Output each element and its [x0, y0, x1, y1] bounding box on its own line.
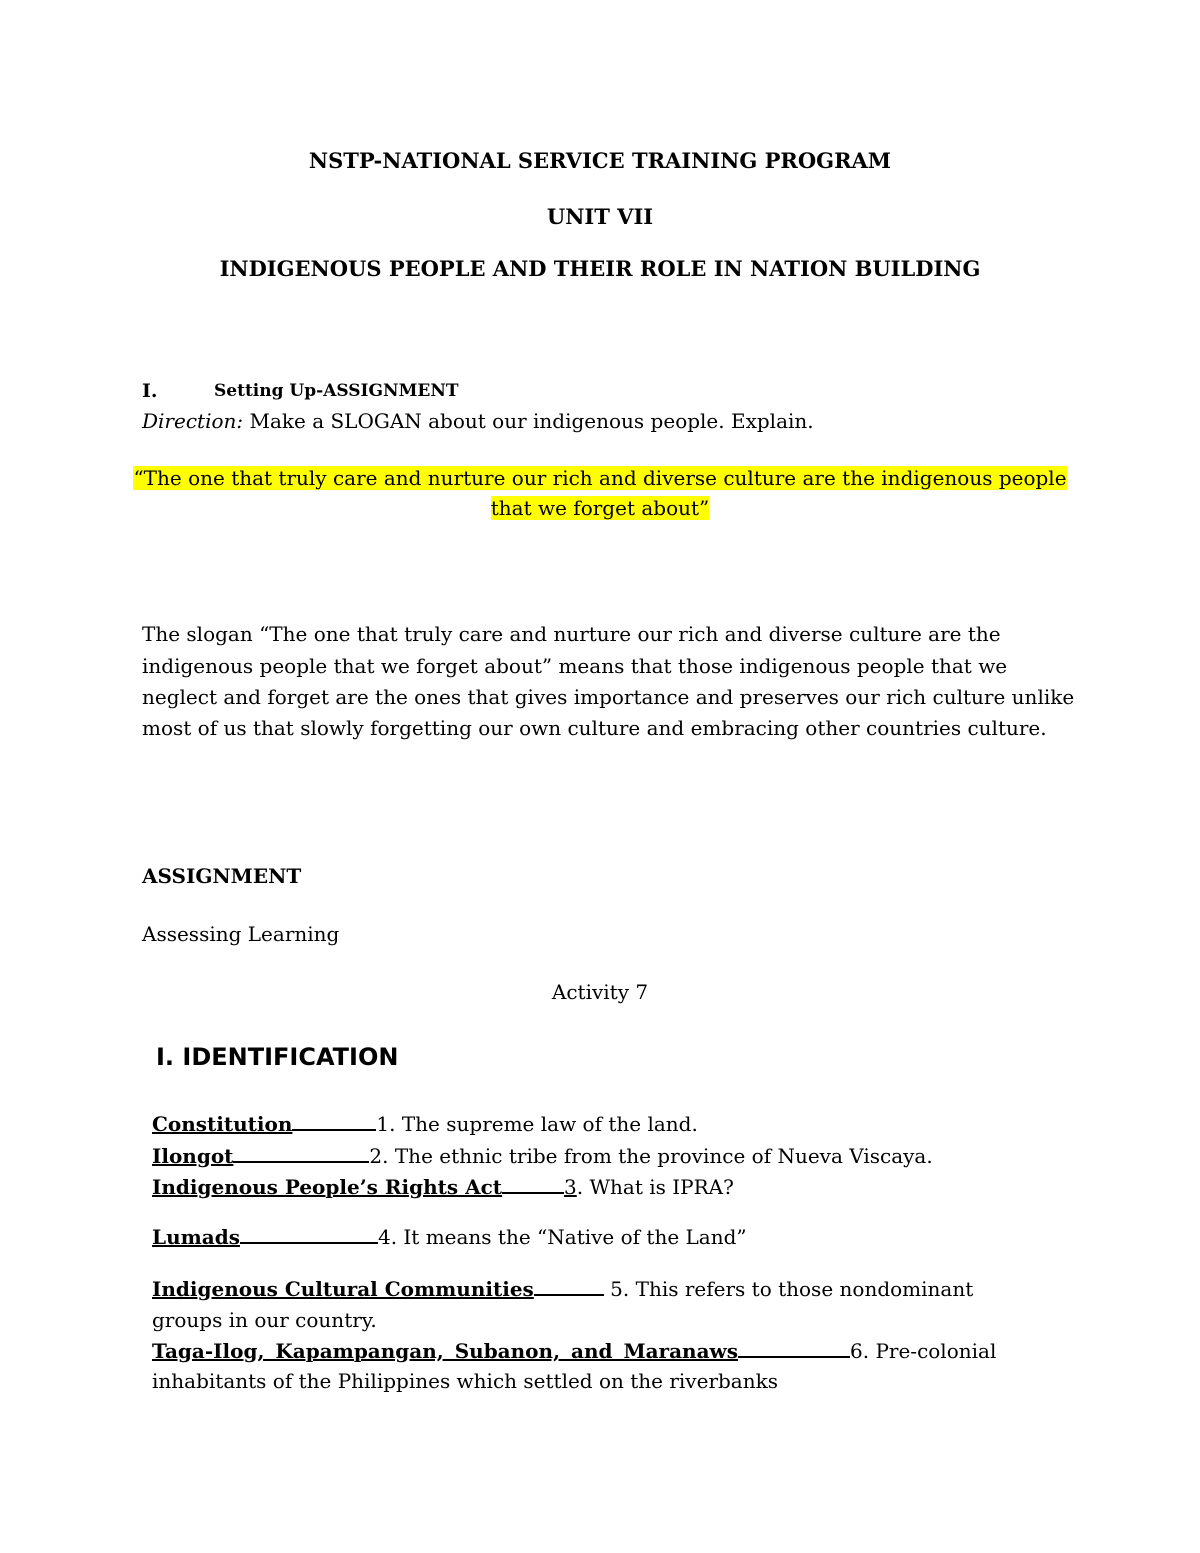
answer: Indigenous Cultural Communities: [152, 1277, 534, 1301]
question-number: 3: [564, 1175, 577, 1199]
answer-blank-line: [233, 1160, 369, 1163]
slogan-line-2: [0, 496, 1200, 520]
topic-title: INDIGENOUS PEOPLE AND THEIR ROLE IN NATION BUILDING: [219, 256, 981, 281]
direction: [142, 409, 814, 433]
identification-item-3: [152, 1175, 734, 1199]
answer-blank-line: [534, 1293, 604, 1296]
assignment-title: ASSIGNMENT: [142, 864, 302, 888]
section-label: Setting Up-ASSIGNMENT: [214, 381, 459, 401]
identification-item-5: [152, 1277, 973, 1301]
question: 5. This refers to those nondominant: [603, 1277, 974, 1301]
identification-heading: I. IDENTIFICATION: [156, 1043, 399, 1071]
answer-blank-line: [738, 1355, 850, 1358]
section-numeral: I.: [142, 380, 158, 402]
identification-item-4: [152, 1225, 747, 1249]
slogan-line-2-text: that we forget about”: [490, 496, 710, 520]
question: 4. It means the “Native of the Land”: [377, 1225, 747, 1249]
identification-item-6-continuation: inhabitants of the Philippines which settled on the riverbanks: [152, 1369, 778, 1393]
identification-item-1: [152, 1112, 698, 1136]
explanation-line-4: most of us that slowly forgetting our own culture and embracing other countries culture.: [142, 716, 1047, 740]
explanation-line-3: neglect and forget are the ones that gives importance and preserves our rich culture unlike: [142, 685, 1075, 709]
direction-label: Direction:: [142, 409, 244, 433]
question: 1. The supreme law of the land.: [376, 1112, 698, 1136]
answer-blank-line: [240, 1241, 378, 1244]
activity-title: Activity 7: [551, 980, 649, 1004]
identification-item-6: [152, 1339, 996, 1363]
direction-text: Make a SLOGAN about our indigenous people. Explain.: [243, 409, 814, 433]
assignment-subtitle: Assessing Learning: [142, 922, 340, 946]
slogan-line-1: [0, 466, 1200, 490]
answer-blank-line: [292, 1128, 376, 1131]
explanation-line-1: The slogan “The one that truly care and nurture our rich and diverse culture are the: [142, 622, 1001, 646]
question: 2. The ethnic tribe from the province of Nueva Viscaya.: [369, 1144, 933, 1168]
identification-item-5-continuation: groups in our country.: [152, 1308, 377, 1332]
unit-title: UNIT VII: [546, 204, 654, 229]
answer: Constitution: [152, 1112, 293, 1136]
answer: Taga-Ilog, Kapampangan, Subanon, and Maranaws: [152, 1339, 739, 1363]
explanation-line-2: indigenous people that we forget about” means that those indigenous people that we: [142, 654, 1008, 678]
question: 6. Pre-colonial: [850, 1339, 997, 1363]
slogan-line-1-text: “The one that truly care and nurture our rich and diverse culture are the indigenous people: [133, 466, 1067, 490]
answer-blank-line: [502, 1191, 564, 1194]
answer: Ilongot: [152, 1144, 234, 1168]
identification-item-2: [152, 1144, 933, 1168]
program-title: NSTP-NATIONAL SERVICE TRAINING PROGRAM: [308, 148, 892, 173]
answer: Lumads: [152, 1225, 240, 1249]
question: . What is IPRA?: [576, 1175, 734, 1199]
answer: Indigenous People’s Rights Act: [152, 1175, 503, 1199]
